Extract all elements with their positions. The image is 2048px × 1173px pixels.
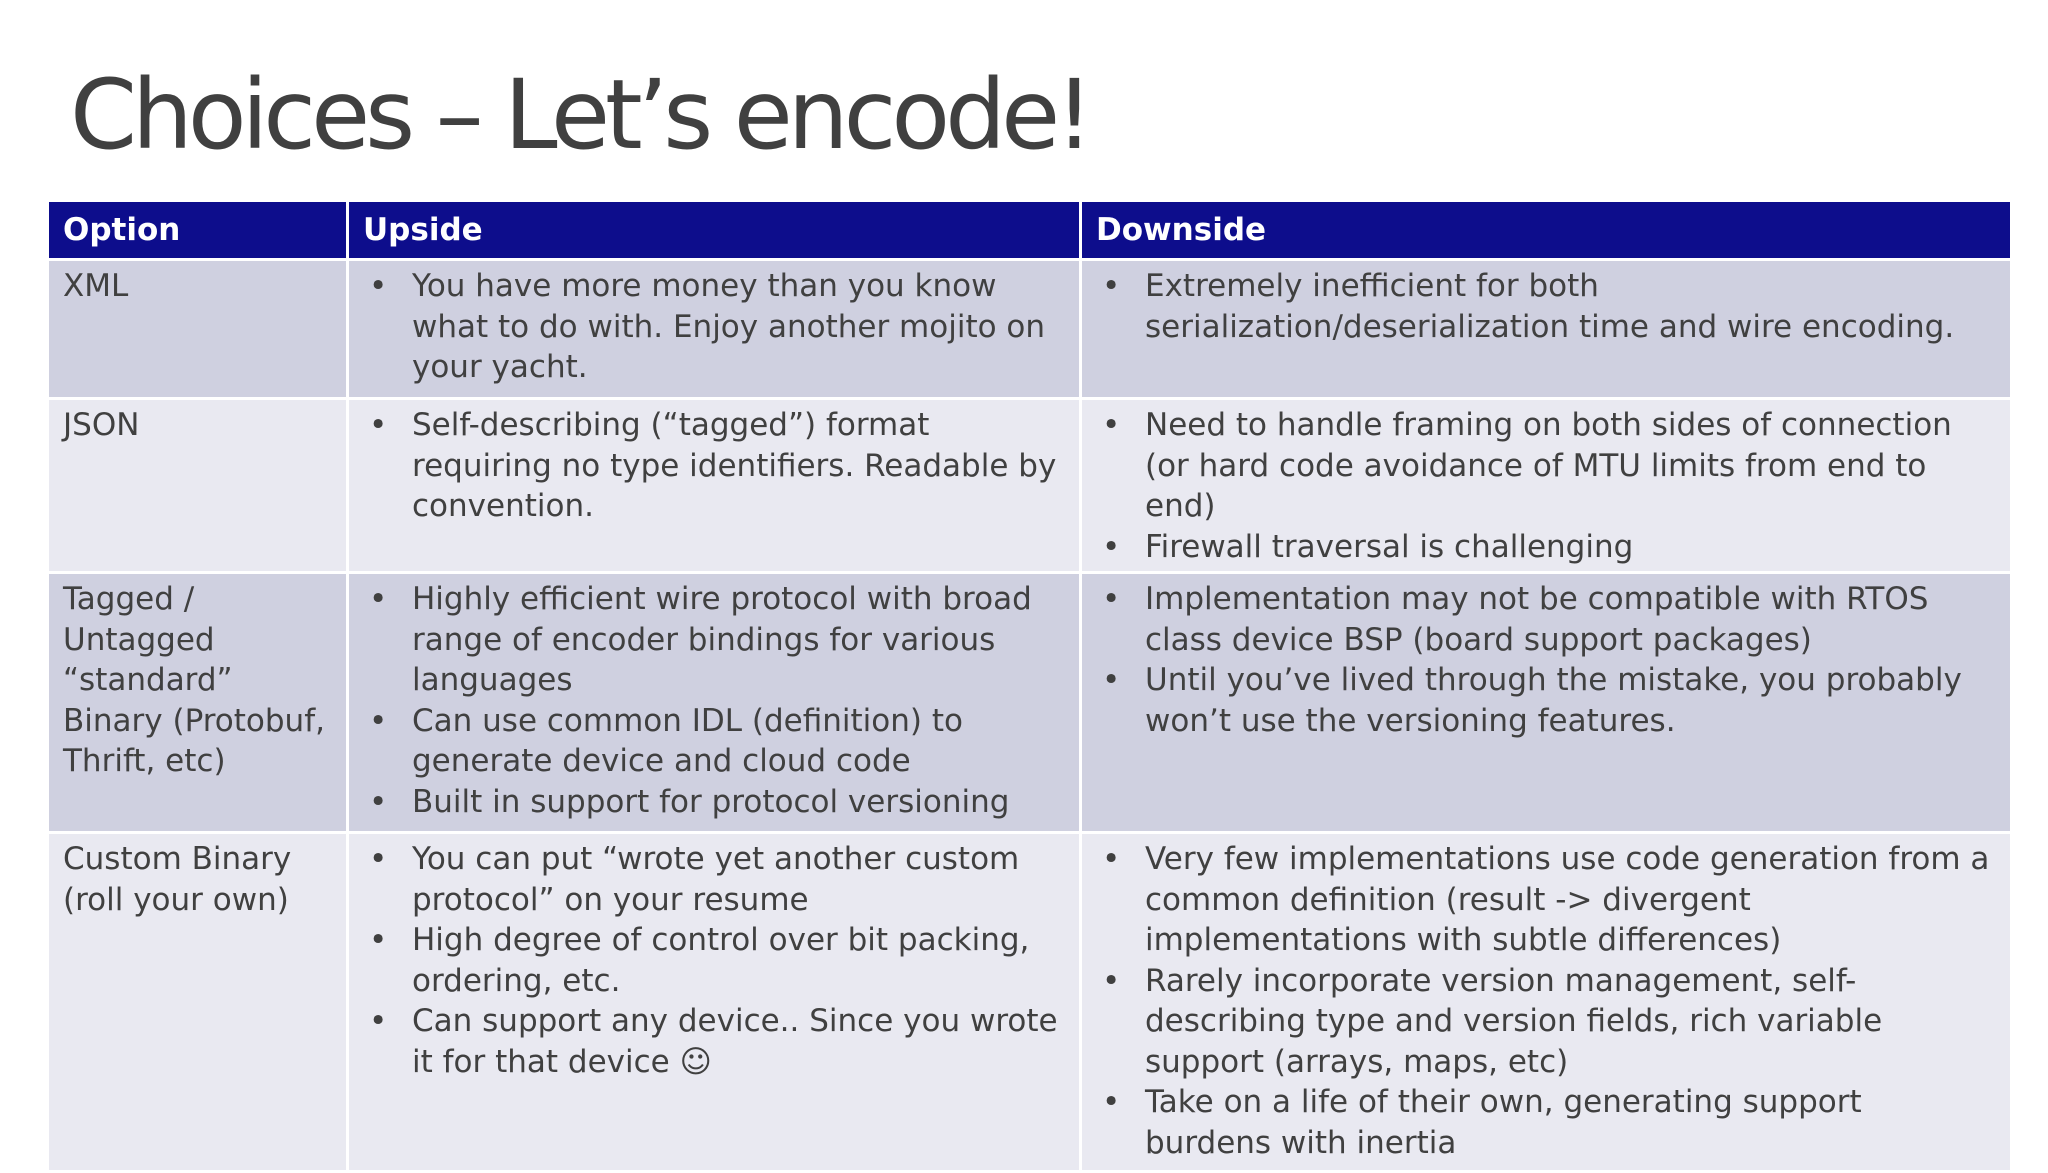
downside-list (1096, 405, 1996, 567)
option-cell: Custom Binary (roll your own) (49, 834, 346, 1170)
upside-cell (349, 400, 1079, 571)
table-row-json (49, 400, 2010, 571)
downside-list (1096, 579, 1996, 741)
downside-cell (1082, 400, 2010, 571)
bullet-item: • Built in support for protocol versioning (363, 782, 1065, 823)
downside-cell (1082, 261, 2010, 397)
bullet-item: • Extremely inefficient for both serialization/deserialization time and wire encoding. (1096, 266, 1996, 347)
bullet-item: • Take on a life of their own, generating support burdens with inertia (1096, 1082, 1996, 1163)
downside-cell (1082, 834, 2010, 1170)
bullet-item: • Firewall traversal is challenging (1096, 527, 1996, 568)
upside-cell (349, 261, 1079, 397)
bullet-item: • Can support any device.. Since you wrote it for that device ☺ (363, 1001, 1065, 1082)
bullet-item: • You can put “wrote yet another custom protocol” on your resume (363, 839, 1065, 920)
bullet-item: • Implementation may not be compatible with RTOS class device BSP (board support packages) (1096, 579, 1996, 660)
slide-title: Choices – Let’s encode! (70, 59, 1089, 171)
bullet-item: • Self-describing (“tagged”) format requiring no type identifiers. Readable by convention. (363, 405, 1065, 527)
upside-list (363, 839, 1065, 1082)
upside-list (363, 405, 1065, 527)
option-cell: Tagged / Untagged “standard” Binary (Protobuf, Thrift, etc) (49, 574, 346, 831)
bullet-item: • Highly efficient wire protocol with broad range of encoder bindings for various languages (363, 579, 1065, 701)
option-cell: JSON (49, 400, 346, 571)
bullet-item: • Very few implementations use code generation from a common definition (result -> divergent implementations with subtle differences) (1096, 839, 1996, 961)
downside-cell (1082, 574, 2010, 831)
upside-list (363, 579, 1065, 822)
option-cell: XML (49, 261, 346, 397)
upside-cell (349, 834, 1079, 1170)
bullet-item: • Can use common IDL (definition) to generate device and cloud code (363, 701, 1065, 782)
bullet-item: • Need to handle framing on both sides of connection (or hard code avoidance of MTU limits from end to end) (1096, 405, 1996, 527)
table-header-row (49, 202, 2010, 258)
downside-list (1096, 839, 1996, 1163)
upside-list (363, 266, 1065, 388)
header-option: Option (49, 202, 346, 258)
table-row-custom-binary (49, 834, 2010, 1170)
header-downside: Downside (1082, 202, 2010, 258)
bullet-item: • High degree of control over bit packing, ordering, etc. (363, 920, 1065, 1001)
bullet-item: • Rarely incorporate version management, self-describing type and version fields, rich variable support (arrays, maps, etc) (1096, 961, 1996, 1083)
header-upside: Upside (349, 202, 1079, 258)
bullet-item: • You have more money than you know what to do with. Enjoy another mojito on your yacht. (363, 266, 1065, 388)
bullet-item: • Until you’ve lived through the mistake, you probably won’t use the versioning features. (1096, 660, 1996, 741)
upside-cell (349, 574, 1079, 831)
options-comparison-table (46, 199, 2013, 1173)
downside-list (1096, 266, 1996, 347)
table-row-xml (49, 261, 2010, 397)
table-row-tagged-binary (49, 574, 2010, 831)
